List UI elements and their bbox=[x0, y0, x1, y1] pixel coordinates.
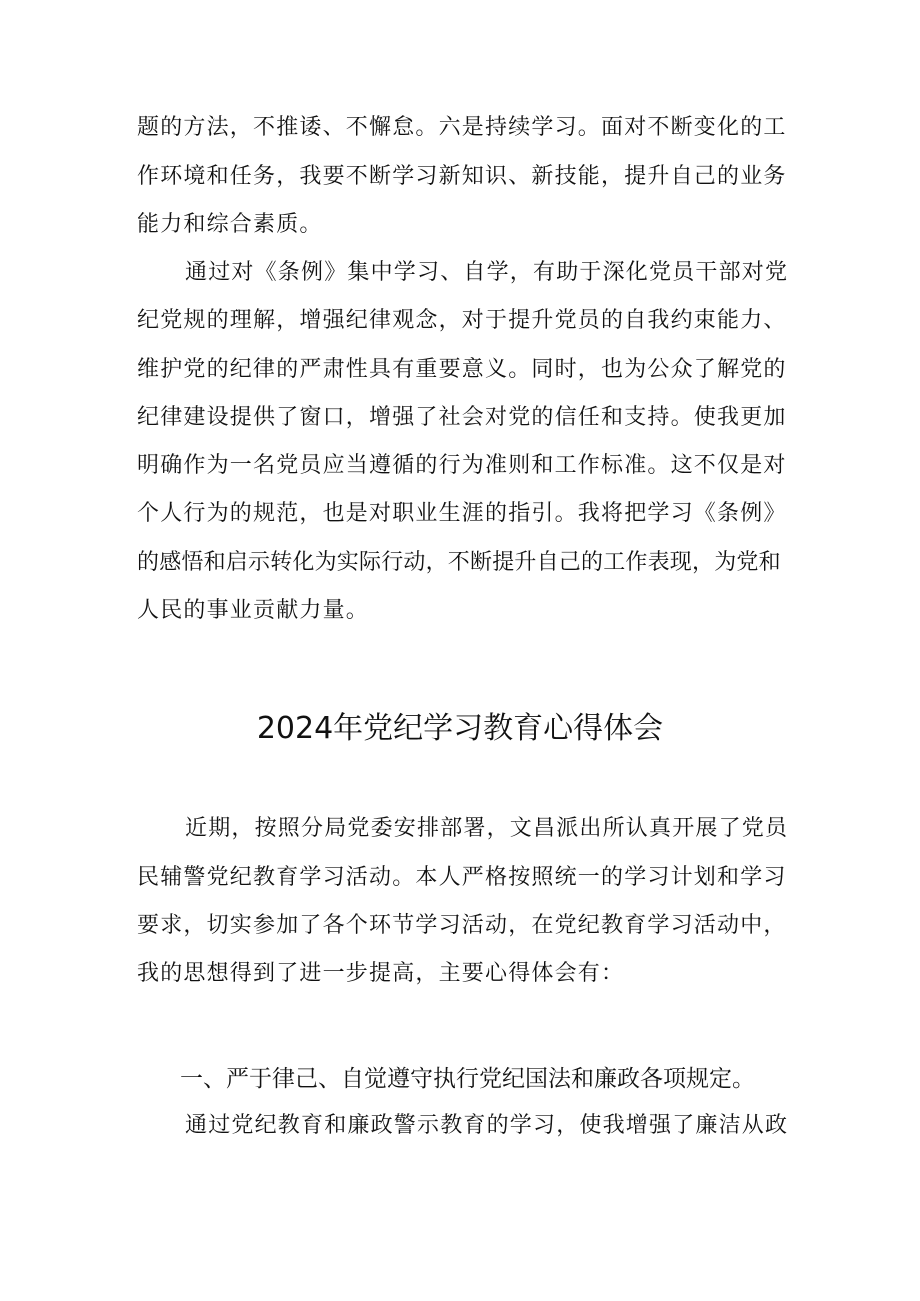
section-heading: 一、严于律己、自觉遵守执行党纪国法和廉政各项规定。 bbox=[180, 1066, 755, 1092]
paragraph-line: 通过党纪教育和廉政警示教育的学习，使我增强了廉洁从政 bbox=[185, 1113, 789, 1138]
paragraph-line: 人民的事业贡献力量。 bbox=[137, 598, 370, 623]
paragraph-line: 要求，切实参加了各个环节学习活动，在党纪教育学习活动中， bbox=[137, 913, 787, 938]
paragraph-line: 作环境和任务，我要不断学习新知识、新技能，提升自己的业务 bbox=[137, 164, 787, 189]
paragraph-line: 我的思想得到了进一步提高，主要心得体会有： bbox=[137, 961, 625, 986]
paragraph-line: 近期，按照分局党委安排部署，文昌派出所认真开展了党员 bbox=[185, 816, 789, 841]
paragraph-line: 通过对《条例》集中学习、自学，有助于深化党员干部对党 bbox=[185, 260, 789, 285]
paragraph-line: 纪党规的理解，增强纪律观念，对于提升党员的自我约束能力、 bbox=[137, 308, 787, 333]
paragraph-line: 纪律建设提供了窗口，增强了社会对党的信任和支持。使我更加 bbox=[137, 405, 787, 430]
paragraph-line: 明确作为一名党员应当遵循的行为准则和工作标准。这不仅是对 bbox=[137, 453, 787, 478]
paragraph-line: 个人行为的规范，也是对职业生涯的指引。我将把学习《条例》 bbox=[137, 501, 787, 526]
paragraph-line: 民辅警党纪教育学习活动。本人严格按照统一的学习计划和学习 bbox=[137, 865, 787, 890]
paragraph-line: 能力和综合素质。 bbox=[137, 212, 323, 237]
document-title: 2024年党纪学习教育心得体会 bbox=[256, 711, 664, 746]
paragraph-line: 维护党的纪律的严肃性具有重要意义。同时，也为公众了解党的 bbox=[137, 357, 787, 382]
paragraph-line: 题的方法，不推诿、不懈怠。六是持续学习。面对不断变化的工 bbox=[137, 115, 787, 140]
paragraph-line: 的感悟和启示转化为实际行动，不断提升自己的工作表现，为党和 bbox=[137, 550, 781, 575]
